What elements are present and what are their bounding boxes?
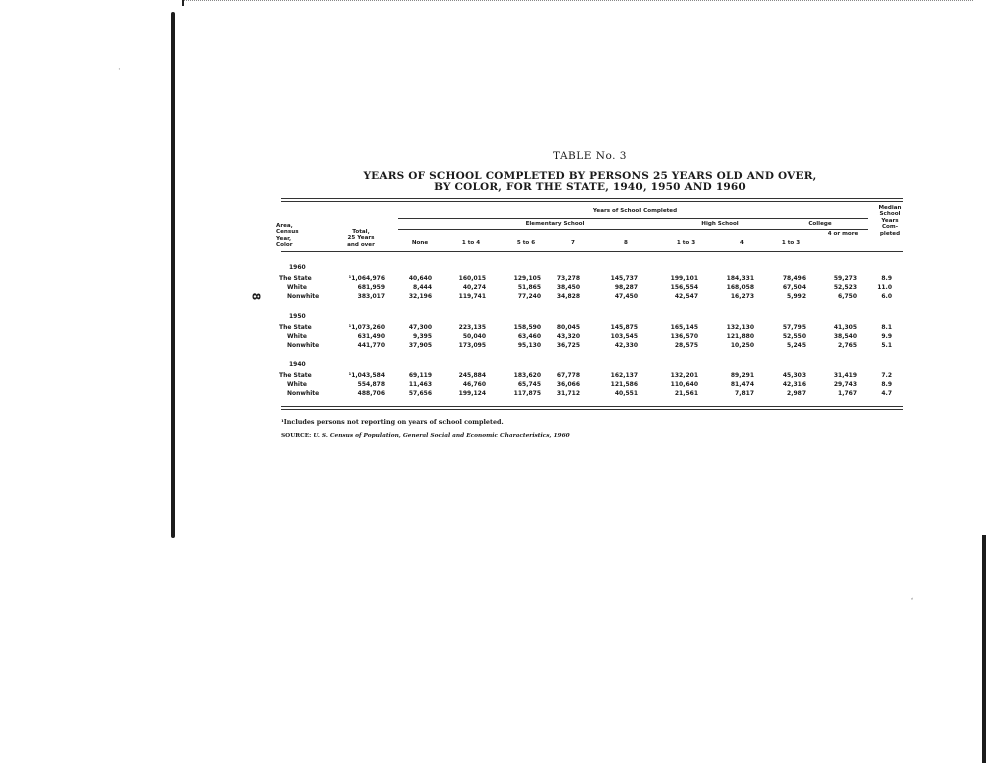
- source-line: [281, 433, 570, 439]
- table-bottom-rule-2: [281, 409, 903, 410]
- header-years-completed: Years of School Completed: [592, 208, 678, 214]
- group-year: 1940: [289, 361, 306, 368]
- cell-value: 69,119: [408, 372, 432, 379]
- cell-value: 67,778: [556, 372, 580, 379]
- cell-value: 103,545: [610, 333, 638, 340]
- cell-value: 73,278: [556, 275, 580, 282]
- cell-median: 7.2: [881, 372, 892, 379]
- cell-value: 38,540: [833, 333, 857, 340]
- cell-value: 6,750: [838, 293, 857, 300]
- cell-total: 681,959: [357, 284, 385, 291]
- header-college: College: [808, 221, 832, 227]
- row-label: The State: [279, 275, 312, 282]
- row-label: The State: [279, 372, 312, 379]
- cell-value: 59,273: [833, 275, 857, 282]
- cell-value: 16,273: [730, 293, 754, 300]
- header-median: Median School Years Com- pleted: [878, 205, 902, 237]
- source-text: U. S. Census of Population, General Social and Economic Characteristics, 1960: [313, 433, 570, 439]
- cell-value: 31,419: [833, 372, 857, 379]
- cell-median: 8.9: [881, 275, 892, 282]
- cell-value: 42,316: [782, 381, 806, 388]
- cell-total: 554,878: [357, 381, 385, 388]
- cell-median: 4.7: [881, 390, 892, 397]
- cell-value: 11,463: [408, 381, 432, 388]
- cell-value: 31,712: [556, 390, 580, 397]
- row-label: White: [287, 381, 307, 388]
- row-label: Nonwhite: [287, 342, 320, 349]
- cell-value: 2,987: [787, 390, 806, 397]
- cell-value: 65,745: [517, 381, 541, 388]
- cell-median: 9.9: [881, 333, 892, 340]
- footnote: ¹Includes persons not reporting on years of school completed.: [281, 418, 504, 426]
- header-elementary: Elementary School: [525, 221, 585, 227]
- col-header-elem-1-4: 1 to 4: [461, 240, 481, 246]
- page-number: 8: [249, 292, 263, 301]
- cell-value: 7,817: [735, 390, 754, 397]
- cell-value: 57,795: [782, 324, 806, 331]
- cell-value: 47,450: [614, 293, 638, 300]
- cell-value: 173,095: [458, 342, 486, 349]
- cell-value: 98,287: [614, 284, 638, 291]
- cell-value: 184,331: [726, 275, 754, 282]
- cell-value: 63,460: [517, 333, 541, 340]
- row-label: White: [287, 284, 307, 291]
- col-header-elem-7: 7: [571, 240, 575, 246]
- cell-value: 95,130: [517, 342, 541, 349]
- source-label: SOURCE:: [281, 433, 312, 439]
- cell-value: 89,291: [730, 372, 754, 379]
- cell-median: 6.0: [881, 293, 892, 300]
- cell-value: 52,523: [833, 284, 857, 291]
- cell-value: 42,547: [674, 293, 698, 300]
- cell-value: 117,875: [513, 390, 541, 397]
- cell-value: 41,305: [833, 324, 857, 331]
- cell-value: 51,865: [517, 284, 541, 291]
- cell-total: ¹1,064,976: [348, 275, 385, 282]
- cell-value: 245,884: [458, 372, 486, 379]
- cell-value: 40,551: [614, 390, 638, 397]
- cell-value: 119,741: [458, 293, 486, 300]
- cell-value: 121,880: [726, 333, 754, 340]
- table-bottom-rule: [281, 406, 903, 407]
- cell-value: 9,395: [413, 333, 432, 340]
- cell-value: 57,656: [408, 390, 432, 397]
- cell-value: 77,240: [517, 293, 541, 300]
- cell-value: 46,760: [462, 381, 486, 388]
- table-title-line1: YEARS OF SCHOOL COMPLETED BY PERSONS 25 YEARS OLD AND OVER,: [363, 170, 817, 182]
- scan-mark: ′: [910, 597, 918, 607]
- group-year: 1950: [289, 313, 306, 320]
- cell-value: 37,905: [408, 342, 432, 349]
- header-area: Area, Census Year, Color: [276, 223, 299, 249]
- cell-value: 165,145: [670, 324, 698, 331]
- cell-value: 43,320: [556, 333, 580, 340]
- cell-value: 5,245: [787, 342, 806, 349]
- cell-value: 50,040: [462, 333, 486, 340]
- cell-total: ¹1,073,260: [348, 324, 385, 331]
- cell-value: 40,640: [408, 275, 432, 282]
- header-bottom-rule: [281, 251, 903, 252]
- cell-value: 67,504: [782, 284, 806, 291]
- cell-value: 1,767: [838, 390, 857, 397]
- cell-value: 110,640: [670, 381, 698, 388]
- cell-value: 42,330: [614, 342, 638, 349]
- cell-median: 8.1: [881, 324, 892, 331]
- cell-total: 488,706: [357, 390, 385, 397]
- cell-value: 10,250: [730, 342, 754, 349]
- cell-value: 158,590: [513, 324, 541, 331]
- years-header-rule: [398, 218, 868, 219]
- cell-value: 40,274: [462, 284, 486, 291]
- cell-value: 132,130: [726, 324, 754, 331]
- cell-value: 47,300: [408, 324, 432, 331]
- row-label: Nonwhite: [287, 390, 320, 397]
- cell-value: 36,066: [556, 381, 580, 388]
- table-title-line2: BY COLOR, FOR THE STATE, 1940, 1950 AND 1960: [434, 181, 746, 193]
- col-header-elem-8: 8: [624, 240, 628, 246]
- cell-value: 183,620: [513, 372, 541, 379]
- scan-speck: ·: [118, 65, 121, 75]
- table-number: TABLE No. 3: [553, 150, 627, 162]
- header-high: High School: [701, 221, 739, 227]
- cell-value: 34,828: [556, 293, 580, 300]
- cell-value: 80,045: [556, 324, 580, 331]
- page-right-edge: [982, 535, 986, 763]
- page-binding-edge: [171, 12, 175, 538]
- col-header-college-4-more: 4 or more: [827, 231, 859, 237]
- col-header-elem-5-6: 5 to 6: [516, 240, 536, 246]
- cell-value: 223,135: [458, 324, 486, 331]
- cell-value: 28,575: [674, 342, 698, 349]
- cell-value: 52,550: [782, 333, 806, 340]
- cell-value: 199,124: [458, 390, 486, 397]
- cell-total: ¹1,043,584: [348, 372, 385, 379]
- cell-value: 2,765: [838, 342, 857, 349]
- cell-total: 631,490: [357, 333, 385, 340]
- group-year: 1960: [289, 264, 306, 271]
- cell-value: 45,303: [782, 372, 806, 379]
- cell-value: 36,725: [556, 342, 580, 349]
- cell-value: 8,444: [413, 284, 432, 291]
- row-label: White: [287, 333, 307, 340]
- cell-median: 11.0: [877, 284, 892, 291]
- col-header-high-4: 4: [740, 240, 744, 246]
- col-header-none: None: [411, 240, 429, 246]
- col-header-college-1-3: 1 to 3: [781, 240, 801, 246]
- cell-value: 38,450: [556, 284, 580, 291]
- cell-value: 168,058: [726, 284, 754, 291]
- row-label: Nonwhite: [287, 293, 320, 300]
- cell-value: 121,586: [610, 381, 638, 388]
- cell-value: 21,561: [674, 390, 698, 397]
- cell-value: 78,496: [782, 275, 806, 282]
- header-total: Total, 25 Years and over: [347, 229, 375, 248]
- cell-median: 5.1: [881, 342, 892, 349]
- cell-value: 160,015: [458, 275, 486, 282]
- cell-value: 81,474: [730, 381, 754, 388]
- col-header-high-1-3: 1 to 3: [676, 240, 696, 246]
- cell-value: 145,875: [610, 324, 638, 331]
- cell-value: 29,743: [833, 381, 857, 388]
- cell-value: 199,101: [670, 275, 698, 282]
- cell-value: 129,105: [513, 275, 541, 282]
- cell-value: 136,570: [670, 333, 698, 340]
- cell-total: 383,017: [357, 293, 385, 300]
- table-top-rule: [281, 198, 903, 199]
- subgroup-rule: [398, 229, 868, 230]
- cell-value: 32,196: [408, 293, 432, 300]
- binding-tick: [182, 0, 184, 6]
- cell-total: 441,770: [357, 342, 385, 349]
- cell-value: 132,201: [670, 372, 698, 379]
- binding-line: [183, 0, 973, 5]
- cell-median: 8.9: [881, 381, 892, 388]
- cell-value: 145,737: [610, 275, 638, 282]
- table-top-rule-2: [281, 201, 903, 202]
- cell-value: 162,137: [610, 372, 638, 379]
- cell-value: 5,992: [787, 293, 806, 300]
- cell-value: 156,554: [670, 284, 698, 291]
- row-label: The State: [279, 324, 312, 331]
